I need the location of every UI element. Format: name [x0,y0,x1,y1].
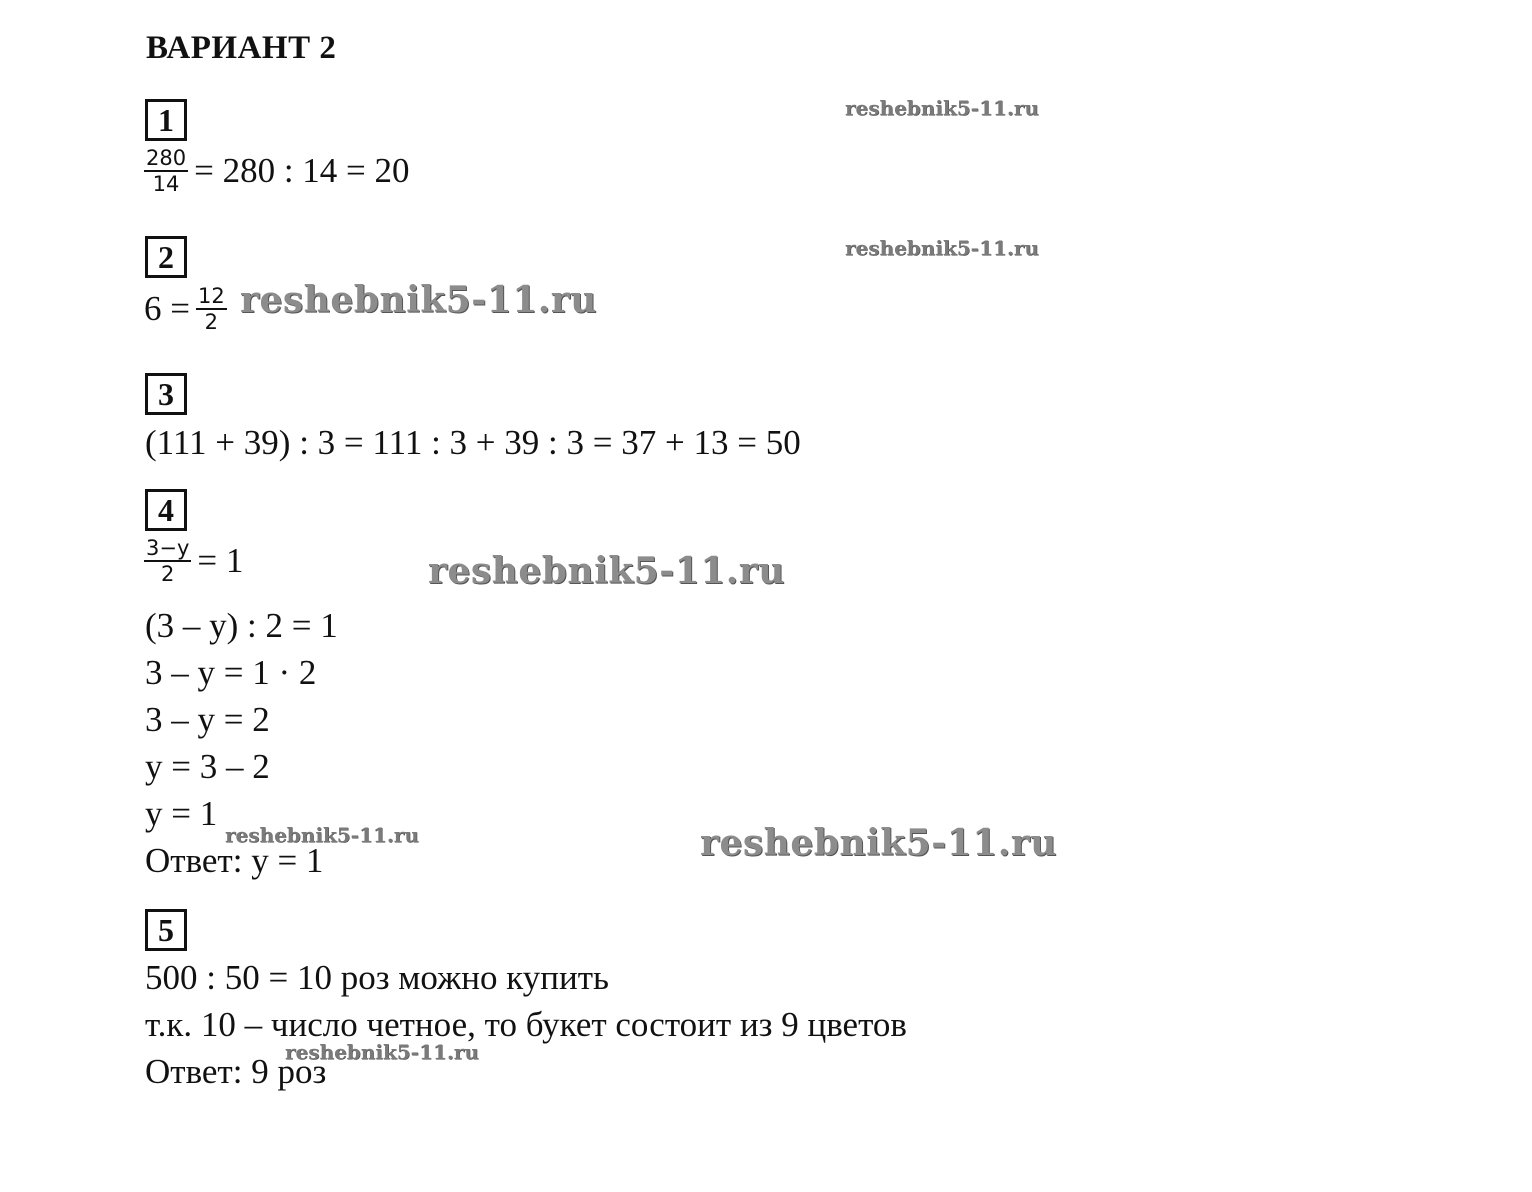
watermark: reshebnik5-11.ru [428,550,785,592]
problem-5-line: т.к. 10 – число четное, то букет состоит из 9 цветов [145,1005,907,1044]
problem-number-3: 3 [145,373,187,415]
watermark: reshebnik5-11.ru [240,279,597,321]
watermark: reshebnik5-11.ru [845,236,1039,260]
fraction-denominator: 14 [144,170,188,196]
problem-number-4: 4 [145,489,187,531]
problem-4-step: 3 – y = 1 · 2 [145,653,317,692]
problem-4-equation [144,536,243,586]
fraction-denominator: 2 [196,308,227,334]
problem-4-step: y = 3 – 2 [145,747,270,786]
problem-5-line: 500 : 50 = 10 роз можно купить [145,958,609,997]
fraction-numerator: 280 [146,146,187,170]
fraction-numerator: 3−y [146,536,190,560]
problem-5-answer: Ответ: 9 роз [145,1052,327,1091]
problem-2-fraction [196,284,227,334]
problem-2-lead: 6 = [144,289,190,328]
problem-1-fraction [144,146,188,196]
fraction-denominator: 2 [144,560,191,586]
problem-4-answer: Ответ: y = 1 [145,841,324,880]
problem-4-step: (3 – y) : 2 = 1 [145,606,338,645]
problem-4-step: 3 – y = 2 [145,700,270,739]
problem-1-equation [144,146,410,196]
problem-4-fraction [144,536,191,586]
watermark: reshebnik5-11.ru [225,823,419,847]
watermark: reshebnik5-11.ru [700,822,1057,864]
problem-number-5: 5 [145,909,187,951]
problem-4-step: y = 1 [145,794,218,833]
page-title: ВАРИАНТ 2 [146,30,337,66]
problem-4-rest: = 1 [197,541,244,580]
watermark: reshebnik5-11.ru [845,96,1039,120]
problem-number-1: 1 [145,99,187,141]
problem-2-equation [144,284,227,334]
problem-number-2: 2 [145,236,187,278]
problem-1-rest: = 280 : 14 = 20 [194,151,410,190]
watermark: reshebnik5-11.ru [285,1040,479,1064]
fraction-numerator: 12 [198,284,225,308]
problem-3-line: (111 + 39) : 3 = 111 : 3 + 39 : 3 = 37 + 13 = 50 [145,423,801,462]
